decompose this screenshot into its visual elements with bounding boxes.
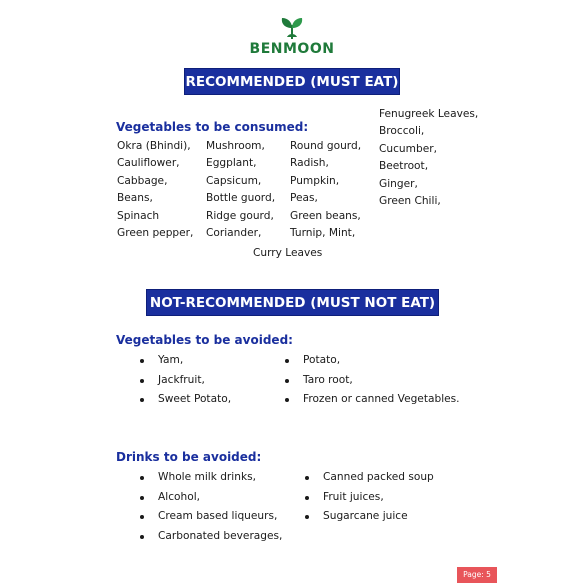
not-recommended-banner-text: NOT-RECOMMENDED (MUST NOT EAT) — [149, 295, 436, 311]
veg-item: Radish, — [290, 157, 329, 170]
list-item: Frozen or canned Vegetables. — [285, 390, 460, 410]
avoid-drinks-list-left — [140, 468, 282, 546]
list-item: Fruit juices, — [305, 488, 434, 508]
veg-column-1 — [117, 138, 193, 242]
veg-column-2 — [206, 138, 275, 242]
veg-column-3 — [290, 138, 361, 242]
avoid-veg-list-right — [285, 351, 460, 410]
veg-item: Peas, — [290, 192, 318, 205]
not-recommended-banner — [146, 289, 439, 316]
brand-logo — [0, 16, 584, 57]
list-item: Taro root, — [285, 371, 460, 391]
avoid-veg-list-left — [140, 351, 231, 410]
veg-item: Coriander, — [206, 227, 262, 240]
veg-item: Green pepper, — [117, 227, 194, 240]
veg-item: Cucumber, — [379, 142, 437, 155]
recommended-banner — [184, 68, 400, 95]
veg-item: Mushroom, — [206, 140, 265, 152]
list-item: Alcohol, — [140, 488, 282, 508]
list-item: Jackfruit, — [140, 371, 231, 391]
veg-item: Green Chili, — [379, 195, 441, 208]
veg-item: Beetroot, — [379, 160, 429, 173]
list-item: Potato, — [285, 351, 460, 371]
veg-item: Cabbage, — [117, 174, 168, 187]
list-item: Sugarcane juice — [305, 507, 434, 527]
avoid-drinks-list-right — [305, 468, 434, 527]
drinks-avoided-heading: Drinks to be avoided: — [116, 450, 262, 464]
veg-item: Turnip, Mint, — [290, 227, 356, 240]
vegetables-avoided-heading: Vegetables to be avoided: — [116, 333, 293, 347]
veg-item: Eggplant, — [206, 157, 257, 170]
list-item: Whole milk drinks, — [140, 468, 282, 488]
veg-item: Broccoli, — [379, 125, 425, 138]
vegetables-consumed-heading: Vegetables to be consumed: — [116, 120, 309, 134]
list-item: Sweet Potato, — [140, 390, 231, 410]
veg-item: Beans, — [117, 192, 153, 205]
veg-item: Ginger, — [379, 177, 418, 190]
list-item: Carbonated beverages, — [140, 527, 282, 547]
veg-item: Ridge gourd, — [206, 209, 274, 222]
list-item: Cream based liqueurs, — [140, 507, 282, 527]
brand-name: BENMOON — [249, 41, 335, 57]
veg-item: Round gourd, — [290, 140, 362, 152]
veg-item: Curry Leaves — [253, 247, 323, 259]
list-item: Canned packed soup — [305, 468, 434, 488]
veg-item: Spinach — [117, 209, 160, 222]
page-number-badge: Page: 5 — [457, 567, 497, 583]
veg-item: Bottle guord, — [206, 192, 276, 205]
veg-item: Cauliflower, — [117, 157, 180, 170]
leaf-sprout-icon — [280, 16, 304, 40]
veg-item: Capsicum, — [206, 174, 262, 187]
veg-item: Okra (Bhindi), — [117, 140, 191, 152]
veg-item: Green beans, — [290, 209, 361, 222]
list-item: Yam, — [140, 351, 231, 371]
veg-extra-item — [253, 245, 322, 262]
recommended-banner-text: RECOMMENDED (MUST EAT) — [185, 74, 399, 90]
veg-item: Pumpkin, — [290, 174, 340, 187]
veg-column-4 — [379, 106, 478, 210]
veg-item: Fenugreek Leaves, — [379, 108, 479, 120]
